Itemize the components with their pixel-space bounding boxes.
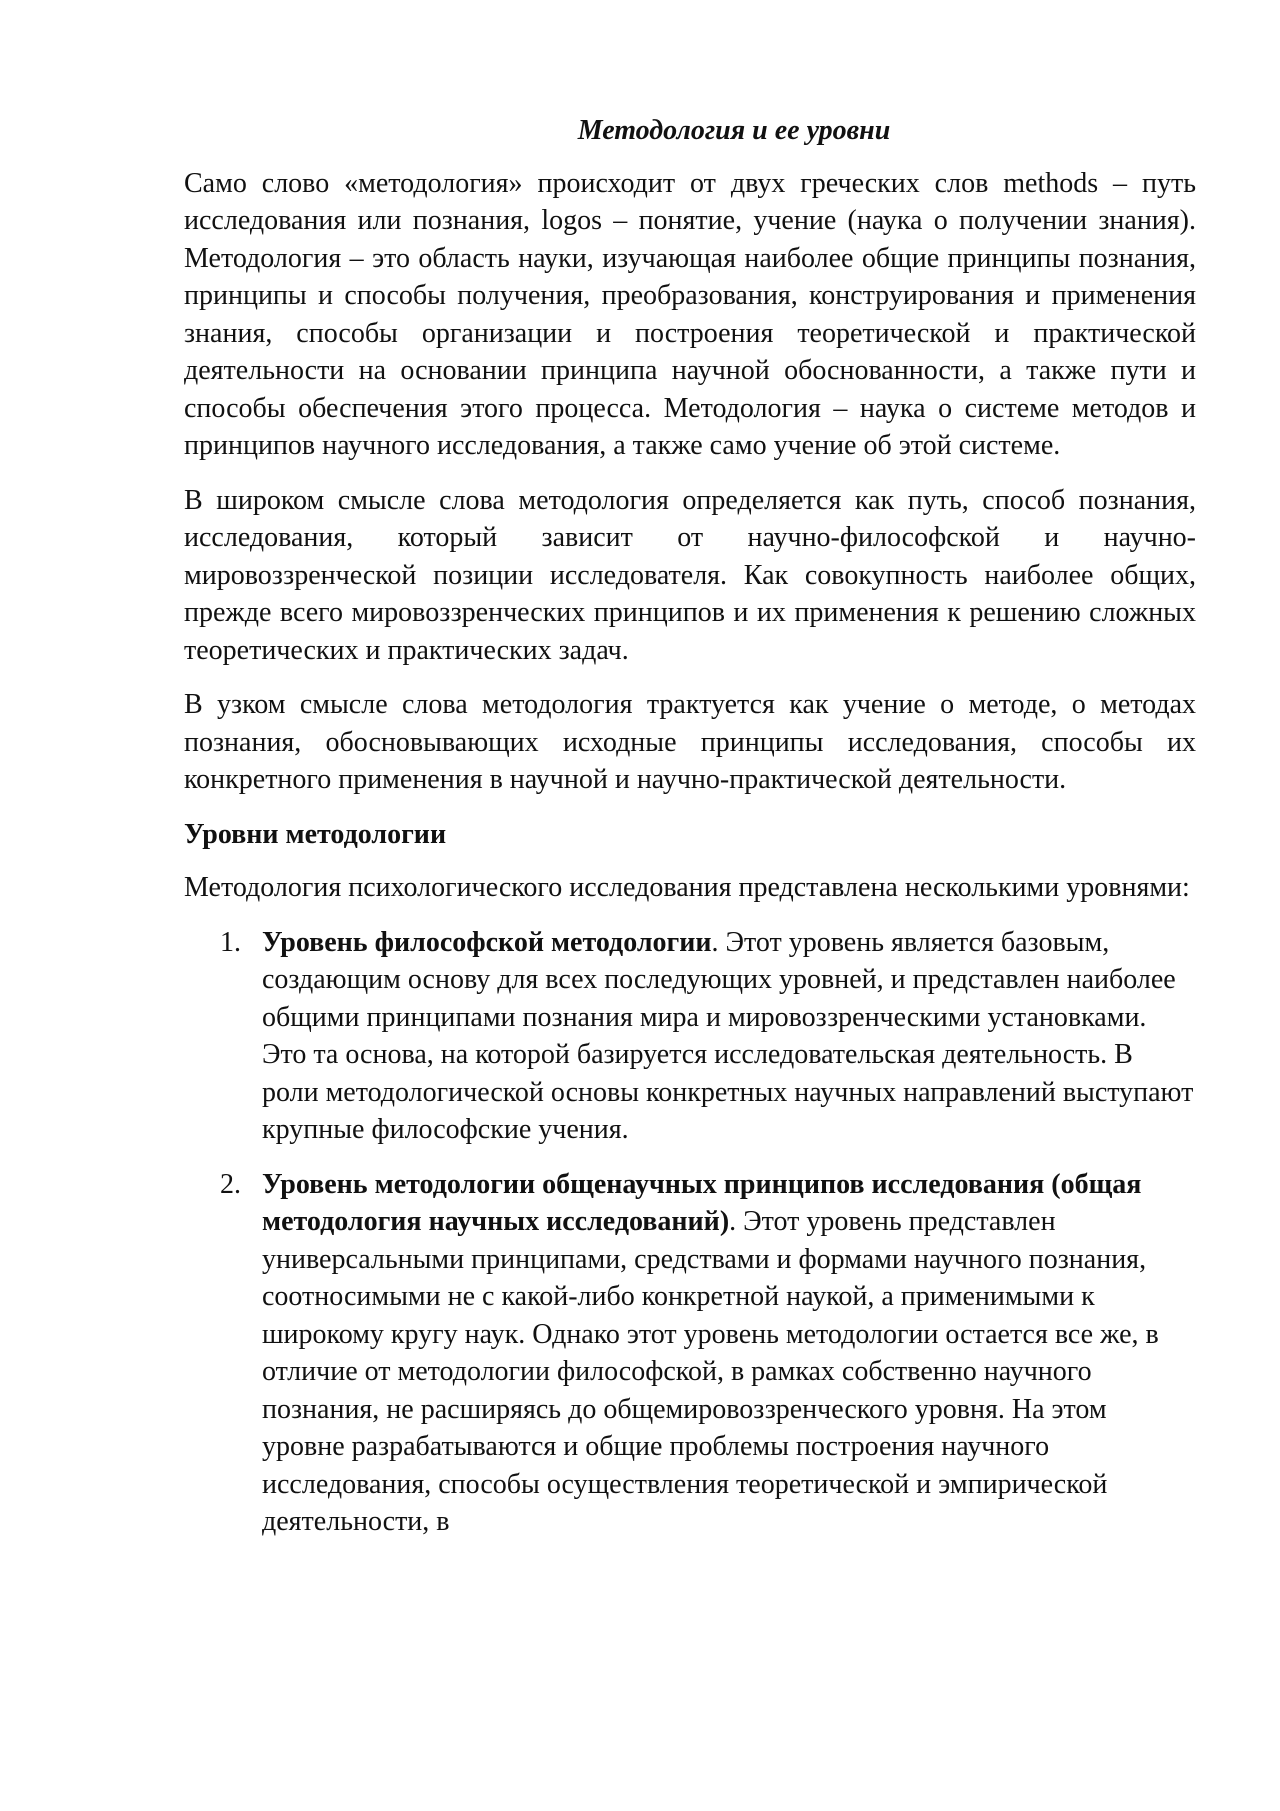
list-item-title: Уровень философской методологии: [262, 926, 712, 958]
list-item: [184, 1166, 1196, 1541]
list-item-text: . Этот уровень представлен универсальными принципами, средствами и формами научного познания, соотносимыми не с какой-либо конкретной наукой, а применимыми к широкому кругу наук. Однако этот уровень методологии остается все же, в отличие от методологии философской, в рамках собственно научного познания, не расширяясь до общемировоззренческого уровня. На этом уровне разрабатываются и общие проблемы построения научного исследования, способы осуществления теоретической и эмпирической деятельности, в: [262, 1206, 1159, 1537]
list-item: [184, 924, 1196, 1149]
list-item-number: 2.: [220, 1168, 241, 1200]
section-heading: Уровни методологии: [184, 818, 447, 850]
list-item-number: 1.: [220, 926, 241, 958]
list-item-title: Уровень методологии общенаучных принципов исследования (общая методология научных исследований): [262, 1168, 1142, 1237]
paragraph-narrow-sense: В узком смысле слова методология трактуется как учение о методе, о методах познания, обосновывающих исходные принципы исследования, способы их конкретного применения в научной и научно-практической деятельности.: [184, 689, 1196, 795]
paragraph-broad-sense: В широком смысле слова методология определяется как путь, способ познания, исследования, который зависит от научно-философской и научно-мировоззренческой позиции исследователя. Как совокупность наиболее общих, прежде всего мировоззренческих принципов и их применения к решению сложных теоретических и практических задач.: [184, 484, 1196, 666]
document-page: [184, 112, 1196, 1558]
document-title: Методология и ее уровни: [577, 115, 891, 146]
levels-list: [184, 924, 1196, 1541]
list-item-text: . Этот уровень является базовым, создающим основу для всех последующих уровней, и представлен наиболее общими принципами познания мира и мировоззренческими установками. Это та основа, на которой базируется исследовательская деятельность. В роли методологической основы конкретных научных направлений выступают крупные философские учения.: [262, 926, 1194, 1145]
levels-intro: Методология психологического исследования представлена несколькими уровнями:: [184, 872, 1190, 903]
paragraph-definition: Само слово «методология» происходит от двух греческих слов methods – путь исследования или познания, logos – понятие, учение (наука о получении знания). Методология – это область науки, изучающая наиболее общие принципы познания, принципы и способы получения, преобразования, конструирования и применения знания, способы организации и построения теоретической и практической деятельности на основании принципа научной обоснованности, а также пути и способы обеспечения этого процесса. Методология – наука о системе методов и принципов научного исследования, а также само учение об этой системе.: [184, 167, 1196, 461]
